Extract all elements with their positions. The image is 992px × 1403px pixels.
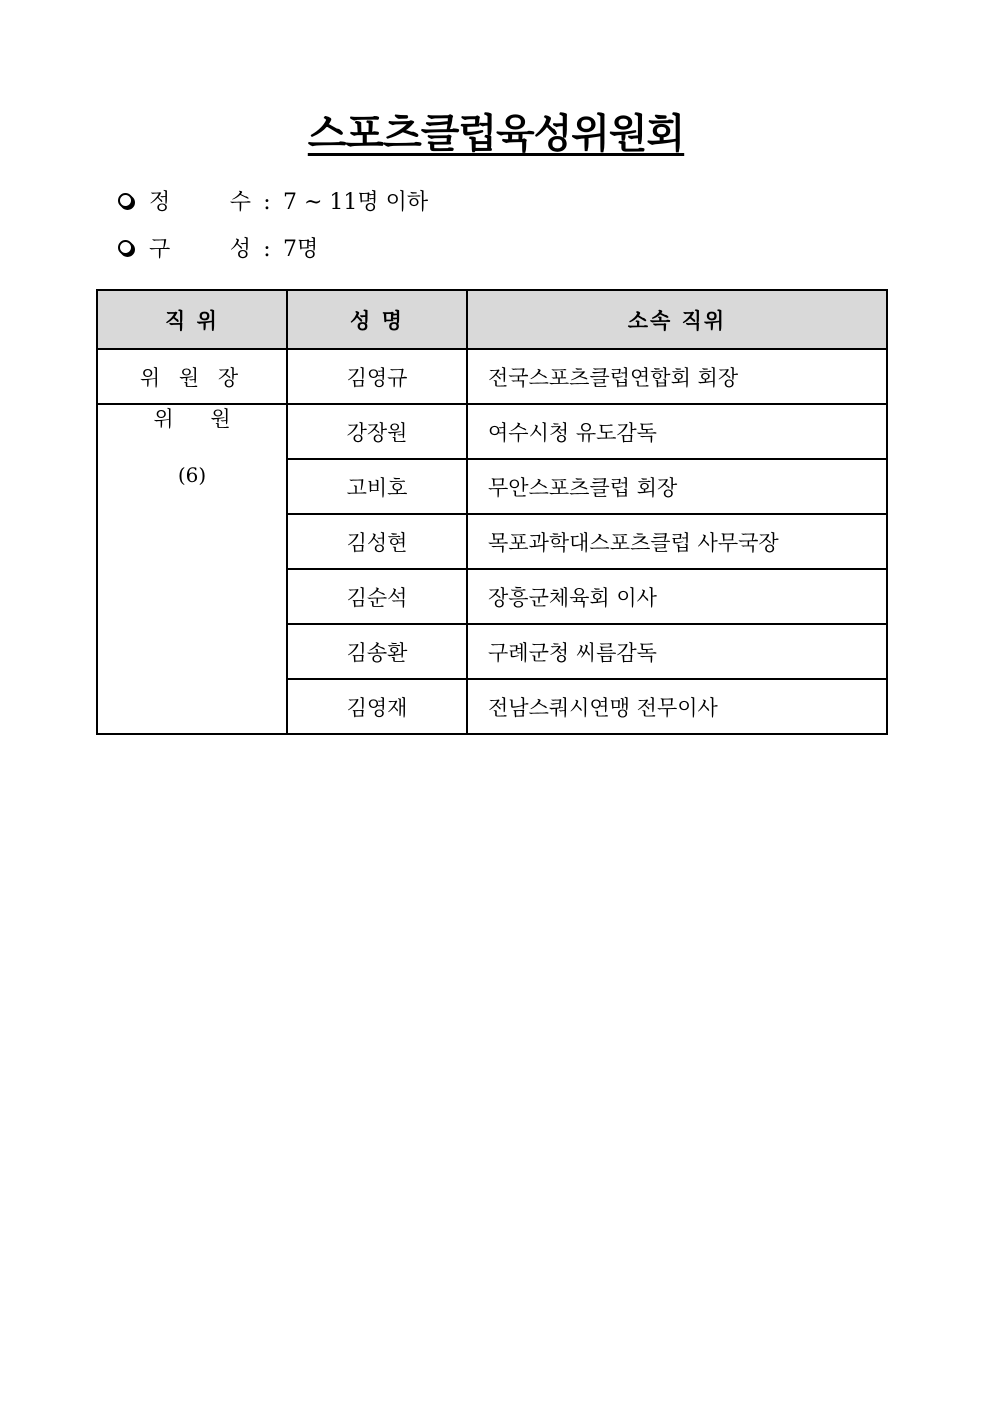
- committee-table: [96, 289, 888, 735]
- header-name: 성 명: [287, 290, 467, 349]
- info-value: 7명: [283, 237, 319, 262]
- info-line-quota: [118, 186, 428, 220]
- table-header-row: [97, 290, 887, 349]
- name-cell: 김영규: [287, 349, 467, 404]
- members-position-cell: [97, 404, 287, 734]
- name-cell: 고비호: [287, 459, 467, 514]
- header-position: 직 위: [97, 290, 287, 349]
- info-label: 정 수: [149, 190, 251, 215]
- affiliation-cell: 전남스쿼시연맹 전무이사: [467, 679, 887, 734]
- header-affiliation: 소속 직위: [467, 290, 887, 349]
- name-cell: 김성현: [287, 514, 467, 569]
- members-count: (6): [177, 463, 207, 487]
- affiliation-cell: 무안스포츠클럽 회장: [467, 459, 887, 514]
- info-colon: :: [263, 190, 271, 215]
- info-line-composition: [118, 233, 318, 267]
- info-colon: :: [263, 237, 271, 262]
- table-row: [97, 349, 887, 404]
- affiliation-cell: 전국스포츠클럽연합회 회장: [467, 349, 887, 404]
- name-cell: 김영재: [287, 679, 467, 734]
- document-title: 스포츠클럽육성위원회: [307, 111, 685, 157]
- affiliation-cell: 여수시청 유도감독: [467, 404, 887, 459]
- info-label: 구 성: [149, 237, 251, 262]
- name-cell: 강장원: [287, 404, 467, 459]
- circle-bullet-icon: [118, 240, 133, 255]
- affiliation-cell: 목포과학대스포츠클럽 사무국장: [467, 514, 887, 569]
- affiliation-cell: 구례군청 씨름감독: [467, 624, 887, 679]
- table-row: [97, 404, 887, 459]
- circle-bullet-icon: [118, 193, 133, 208]
- members-position-label: 위 원: [153, 407, 231, 431]
- affiliation-cell: 장흥군체육회 이사: [467, 569, 887, 624]
- name-cell: 김순석: [287, 569, 467, 624]
- info-value: 7 ~ 11명 이하: [283, 190, 429, 215]
- position-cell: 위 원 장: [97, 349, 287, 404]
- name-cell: 김송환: [287, 624, 467, 679]
